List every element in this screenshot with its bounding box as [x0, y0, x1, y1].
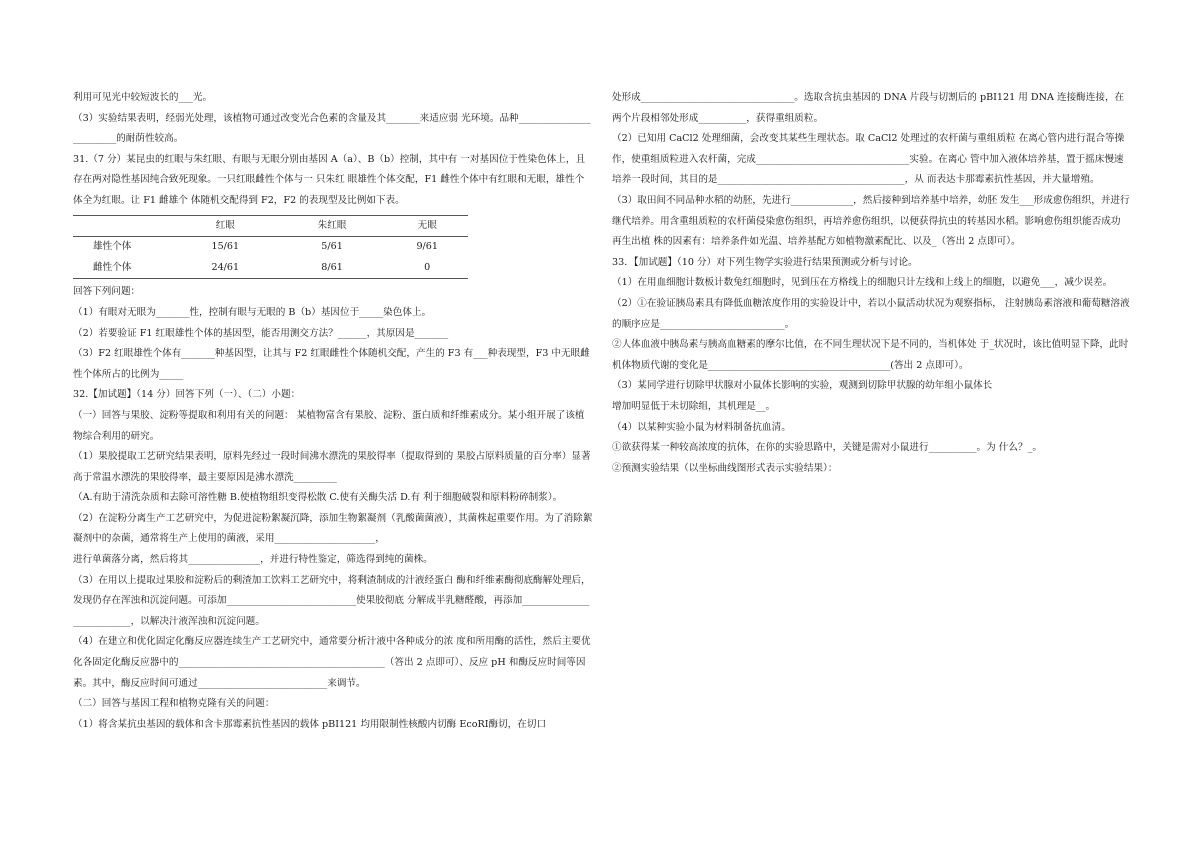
- table-cell: 9/61: [416, 241, 438, 253]
- table-cell: 5/61: [321, 241, 343, 253]
- table-row: [73, 237, 468, 258]
- q33-stem: 33．【加试题】（10 分）对下列生物学实验进行结果预测或分析与讨论。: [612, 256, 918, 268]
- q33-part3a: （3）某同学进行切除甲状腺对小鼠体长影响的实验，观测到切除甲状腺的幼年组小鼠体长: [612, 380, 993, 392]
- q31-part3: （3）F2 红眼雄性个体有_______种基因型，让其与 F2 红眼雌性个体随机交配，产生的 F3 有___种表现型，F3 中无眼雌性个体所占的比例为_____: [73, 348, 590, 380]
- q32-a-part1: （1）果胶提取工艺研究结果表明，原料先经过一段时间沸水漂洗的果胶得率（提取得到的 果胶占原料质量的百分率）显著高于常温水漂洗的果胶得率，最主要原因是沸水漂洗_________: [73, 451, 591, 483]
- q31-stem: 31.（7 分）某昆虫的红眼与朱红眼、有眼与无眼分别由基因 A（a）、B（b）控制，其中有 一对基因位于性染色体上，且存在两对隐性基因纯合致死现象。一只红眼雌性个体与一 只朱红 眼雄性个体交配，F1 雌性个体中有红眼和无眼，雄性个体全为红眼。让 F1 雌雄个 体随机交配得到 F2，F2 的表现型及比例如下表。: [73, 153, 586, 206]
- table-cell: 8/61: [278, 258, 387, 279]
- table-header-cell: 无眼: [386, 215, 468, 237]
- table-header-cell: [73, 215, 173, 237]
- q32-section-b: （二）回答与基因工程和植物克隆有关的问题：: [73, 698, 275, 710]
- q32-a-part2-cont: 进行单菌落分离，然后将其_______________，并进行特性鉴定，筛选得到纯的菌株。: [73, 554, 433, 566]
- q33-part2b: ②人体血液中胰岛素与胰高血糖素的摩尔比值，在不同生理状况下是不同的，当机体处 于_状况时，该比值明显下降，此时机体物质代谢的变化是______________________________________(答出 2 点即可）。: [612, 339, 1129, 371]
- table-header-cell: 红眼: [173, 215, 278, 237]
- q31-results-table: [73, 215, 468, 280]
- left-column: [73, 88, 593, 735]
- q31-ask: 回答下列问题：: [73, 286, 141, 298]
- q33-part2a: （2）①在验证胰岛素具有降低血糖浓度作用的实验设计中，若以小鼠活动状况为观察指标， 注射胰岛素溶液和葡萄糖溶液的顺序应是__________________________。: [612, 297, 1130, 330]
- q33-part3b: 增加明显低于未切除组，其机理是__。: [612, 400, 776, 412]
- q32-a-part4: （4）在建立和优化固定化酶反应器连续生产工艺研究中，通常要分析汁液中各种成分的浓 度和所用酶的活性，然后主要优化各固定化酶反应器中的___________________________________________（答出 2 点即可）、反应 pH 和酶反应时间等因素。其中，酶反应时间可通过___________________________来调节。: [73, 636, 591, 689]
- table-header-row: [73, 215, 468, 237]
- q30-part3: （3）实验结果表明，经弱光处理，该植物可通过改变光合色素的含量及其_______来适应弱 光环境。品种________________________的耐荫性较高。: [73, 112, 591, 145]
- right-column: [612, 88, 1130, 479]
- q32-stem: 32.【加试题】（14 分）回答下列（一）、（二）小题：: [73, 389, 301, 401]
- q32-b-part3: （3）取田间不同品种水稻的幼胚，先进行_____________，然后接种到培养基中培养，幼胚 发生___形成愈伤组织，并进行继代培养。用含重组质粒的农杆菌侵染愈伤组织，再培养愈伤组织，以便获得抗虫的转基因水稻。影响愈伤组织能否成功再生出植 株的因素有：培养条件如光温、培养基配方如植物激素配比、以及_（答出 2 点即可）。: [612, 194, 1130, 248]
- q32-b-part1-cont: 处形成________________________________。选取含抗虫基因的 DNA 片段与切割后的 pBI121 用 DNA 连接酶连接，在两个片段相邻处形成__________，获得重组质粒。: [612, 92, 1125, 124]
- table-cell: 0: [386, 258, 468, 279]
- q32-a-part1-options: （A.有助于清洗杂质和去除可溶性糖 B.使植物组织变得松散 C.使有关酶失活 D.有 利于细胞破裂和原料粉碎制浆）。: [73, 492, 563, 504]
- table-row: [73, 258, 468, 279]
- table-cell: 雄性个体: [93, 241, 132, 253]
- q32-b-part1: （1）将含某抗虫基因的载体和含卡那霉素抗性基因的载体 pBI121 均用限制性核酸内切酶 EcoRⅠ酶切，在切口: [73, 718, 547, 730]
- table-cell: 雌性个体: [73, 258, 173, 279]
- q33-part4a: ①欲获得某一种较高浓度的抗体，在你的实验思路中，关键是需对小鼠进行__________。为 什么？_。: [612, 442, 1042, 454]
- q33-part4: （4）以某种实验小鼠为材料制备抗血清。: [612, 421, 791, 433]
- q32-b-part2: （2）已知用 CaCl2 处理细菌，会改变其某些生理状态。取 CaCl2 处理过的农杆菌与重组质粒 在离心管内进行混合等操作，使重组质粒进入农杆菌，完成________________________________实验。在离心 管中加入液体培养基，置于摇床慢速培养一段时间，其目的是_______________________________________，从 而表达卡那霉素抗性基因，并大量增殖。: [612, 133, 1125, 186]
- q33-part4b: ②预测实验结果（以坐标曲线图形式表示实验结果）：: [612, 462, 838, 474]
- table-cell: 24/61: [173, 258, 278, 279]
- q31-part2: （2）若要验证 F1 红眼雄性个体的基因型，能否用测交方法？______，其原因是_______: [73, 327, 449, 339]
- q33-part1: （1）在用血细胞计数板计数兔红细胞时，见到压在方格线上的细胞只计左线和上线上的细胞，以避免___，减少误差。: [612, 277, 1113, 289]
- q32-section-a: （一）回答与果胶、淀粉等提取和利用有关的问题： 某植物富含有果胶、淀粉、蛋白质和纤维素成分。某小组开展了该植物综合利用的研究。: [73, 409, 585, 442]
- q32-a-part2: （2）在淀粉分离生产工艺研究中，为促进淀粉絮凝沉降，添加生物絮凝剂（乳酸菌菌液），其菌株起重要作用。为了消除絮凝剂中的杂菌，通常将生产上使用的菌液，采用_____________________，: [73, 512, 593, 545]
- q32-a-part3: （3）在用以上提取过果胶和淀粉后的剩渣加工饮料工艺研究中，将剩渣制成的汁液经蛋白 酶和纤维素酶彻底酶解处理后，发现仍存在浑浊和沉淀问题。可添加___________________________使果胶彻底 分解成半乳糖醛酸，再添加__________________________，以解决汁液浑浊和沉淀问题。: [73, 574, 591, 627]
- left-line-1: 利用可见光中较短波长的___光。: [73, 92, 213, 103]
- table-header-cell: 朱红眼: [278, 215, 387, 237]
- q31-part1: （1）有眼对无眼为_______性，控制有眼与无眼的 B（b）基因位于_____染色体上。: [73, 306, 432, 318]
- table-cell: 15/61: [211, 241, 240, 253]
